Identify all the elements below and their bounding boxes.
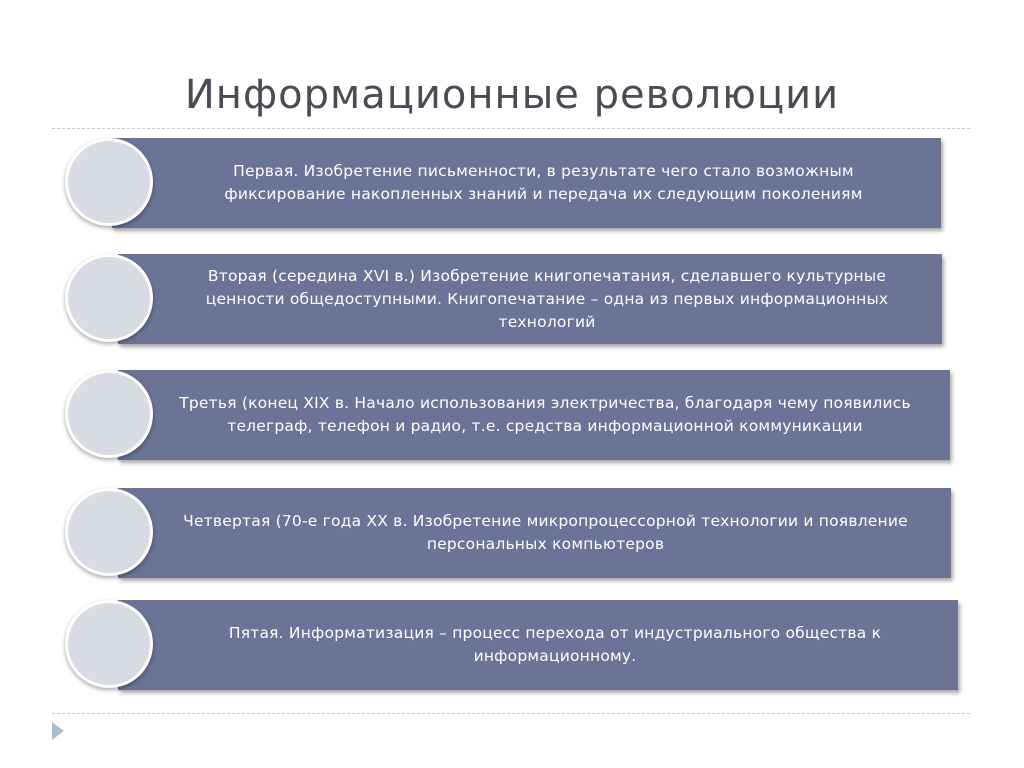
revolution-circle-2 xyxy=(65,254,153,342)
bottom-divider xyxy=(52,713,970,714)
revolution-item-5 xyxy=(0,600,1024,690)
revolution-item-2 xyxy=(0,254,1024,344)
revolution-bar-2 xyxy=(118,254,942,344)
revolution-bar-5 xyxy=(118,600,958,690)
top-divider xyxy=(52,128,970,129)
revolution-item-1 xyxy=(0,138,1024,228)
revolution-text-3: Третья (конец XIX в. Начало использования электричества, благодаря чему появились телеграф, телефон и радио, т.е. средства информационной коммуникации xyxy=(179,394,911,435)
revolution-item-3 xyxy=(0,370,1024,460)
revolution-item-4 xyxy=(0,488,1024,578)
revolution-text-2: Вторая (середина XVI в.) Изобретение книгопечатания, сделавшего культурные ценности общедоступными. Книгопечатание – одна из первых информационных технологий xyxy=(205,266,889,331)
revolution-circle-5 xyxy=(65,600,153,688)
revolution-bar-4 xyxy=(118,488,951,578)
revolution-circle-3 xyxy=(65,370,153,458)
triangle-right-icon[interactable] xyxy=(52,722,64,740)
revolution-text-1: Первая. Изобретение письменности, в результате чего стало возможным фиксирование накопленных знаний и передача их следующим поколениям xyxy=(224,162,863,203)
revolution-bar-1 xyxy=(112,138,941,228)
revolution-circle-4 xyxy=(65,488,153,576)
slide-title: Информационные революции xyxy=(184,72,840,118)
revolution-bar-3 xyxy=(118,370,950,460)
revolution-circle-1 xyxy=(65,138,153,226)
revolution-text-5: Пятая. Информатизация – процесс перехода от индустриального общества к информационному. xyxy=(228,624,882,665)
revolution-text-4: Четвертая (70-е года XX в. Изобретение микропроцессорной технологии и появление персональных компьютеров xyxy=(183,512,908,553)
